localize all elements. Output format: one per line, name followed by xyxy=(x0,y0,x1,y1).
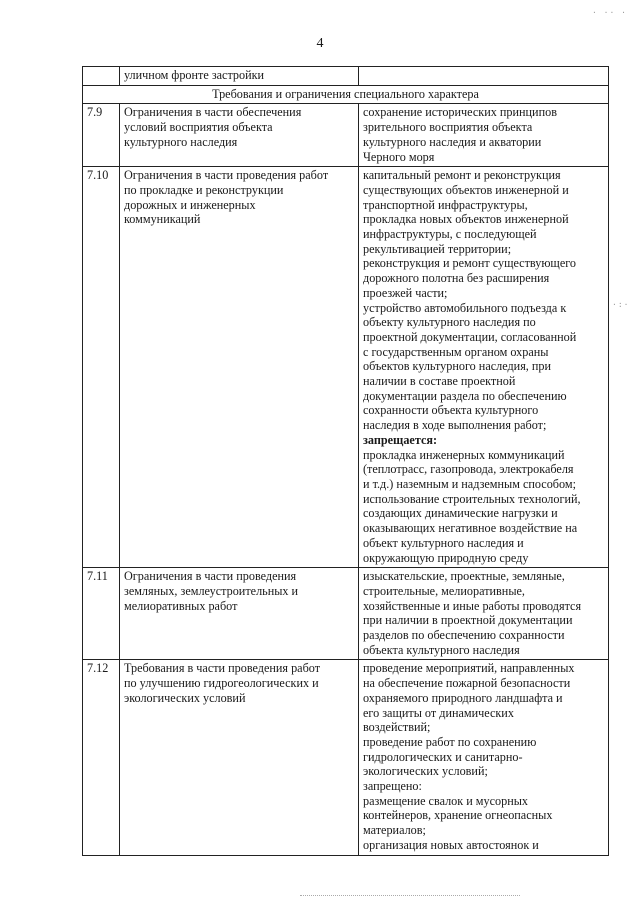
row-name xyxy=(120,167,359,568)
row-content-line: материалов; xyxy=(363,823,426,838)
row-content-line: размещение свалок и мусорных xyxy=(363,793,529,808)
page-number: 4 xyxy=(316,36,324,51)
row-content-line: капитальный ремонт и реконструкция xyxy=(363,168,561,183)
row-number: 7.9 xyxy=(83,104,120,167)
row-content-line: запрещено: xyxy=(363,779,422,794)
table-row xyxy=(83,167,609,568)
row-content-line: (теплотрасс, газопровода, электрокабеля xyxy=(363,462,574,477)
row-content-line: документации раздела по обеспечению xyxy=(363,388,567,403)
section-title: Требования и ограничения специального характера xyxy=(83,85,609,104)
row-content-line: охраняемого природного ландшафта и xyxy=(363,690,563,705)
table-row-top xyxy=(83,67,609,86)
row-content-line: строительные, мелиоративные, xyxy=(363,583,525,598)
row-content-line: контейнеров, хранение огнеопасных xyxy=(363,808,553,823)
row-content-line: наличии в составе проектной xyxy=(363,374,516,389)
table-row xyxy=(83,104,609,167)
row-content-line: существующих объектов инженерной и xyxy=(363,182,569,197)
scan-noise-top: · ·· · xyxy=(592,8,627,17)
row-content-line: зрительного восприятия объекта xyxy=(363,120,533,135)
row-content-line: проведение мероприятий, направленных xyxy=(363,661,575,676)
row-content-line: культурного наследия и акватории xyxy=(363,134,542,149)
row-content-line: объекта культурного наследия xyxy=(363,642,520,657)
row-content xyxy=(359,104,609,167)
row-name-line: экологических условий xyxy=(124,690,246,705)
row-content-line: сохранение исторических принципов xyxy=(363,105,557,120)
row-name: уличном фронте застройки xyxy=(120,67,359,86)
row-content-line: оказывающих негативное воздействие на xyxy=(363,521,578,536)
scan-noise-right: ·:· xyxy=(612,300,630,309)
row-content-line: прокладка новых объектов инженерной xyxy=(363,212,569,227)
row-name xyxy=(120,568,359,660)
row-content-line: прокладка инженерных коммуникаций xyxy=(363,447,565,462)
row-content-line: объекту культурного наследия по xyxy=(363,315,536,330)
row-content-line: объект культурного наследия и xyxy=(363,535,524,550)
row-content-line: на обеспечение пожарной безопасности xyxy=(363,676,571,691)
row-name-line: культурного наследия xyxy=(124,134,238,149)
row-content-line: использование строительных технологий, xyxy=(363,491,581,506)
row-content-line: при наличии в проектной документации xyxy=(363,613,573,628)
row-content-line: его защиты от динамических xyxy=(363,705,514,720)
row-content-line: реконструкция и ремонт существующего xyxy=(363,256,577,271)
row-content-line: устройство автомобильного подъезда к xyxy=(363,300,567,315)
row-content-line: разделов по обеспечению сохранности xyxy=(363,628,565,643)
row-content xyxy=(359,167,609,568)
row-content-line: дорожного полотна без расширения xyxy=(363,271,550,286)
row-content-line: проезжей части; xyxy=(363,285,448,300)
row-content-line: рекультивацией территории; xyxy=(363,241,512,256)
scan-noise-bottom xyxy=(300,895,520,900)
row-content-line: проектной документации, согласованной xyxy=(363,329,577,344)
row-name-line: дорожных и инженерных xyxy=(124,197,256,212)
row-content-line: изыскательские, проектные, земляные, xyxy=(363,569,565,584)
section-title-row xyxy=(83,85,609,104)
row-name-line: земляных, землеустроительных и xyxy=(124,583,299,598)
row-number: 7.10 xyxy=(83,167,120,568)
row-name-line: Ограничения в части обеспечения xyxy=(124,105,302,120)
row-name xyxy=(120,104,359,167)
row-name-line: условий восприятия объекта xyxy=(124,120,273,135)
row-content-line: хозяйственные и иные работы проводятся xyxy=(363,598,582,613)
row-content-line: гидрологических и санитарно- xyxy=(363,749,523,764)
row-name-line: Требования в части проведения работ xyxy=(124,661,321,676)
row-content xyxy=(359,568,609,660)
row-content-line: транспортной инфраструктуры, xyxy=(363,197,528,212)
row-number: 7.11 xyxy=(83,568,120,660)
row-content-line: окружающую природную среду xyxy=(363,550,529,565)
row-content xyxy=(359,67,609,86)
row-name-line: мелиоративных работ xyxy=(124,598,238,613)
row-name xyxy=(120,660,359,855)
row-content-line: воздействий; xyxy=(363,720,431,735)
table-row xyxy=(83,568,609,660)
row-number xyxy=(83,67,120,86)
row-name-line: по прокладке и реконструкции xyxy=(124,182,284,197)
row-name-line: Ограничения в части проведения xyxy=(124,569,297,584)
row-content-line: сохранности объекта культурного xyxy=(363,403,539,418)
row-content-line: организация новых автостоянок и xyxy=(363,837,539,852)
row-content-line: наследия в ходе выполнения работ; xyxy=(363,418,547,433)
row-content-line: проведение работ по сохранению xyxy=(363,734,537,749)
row-name-line: по улучшению гидрогеологических и xyxy=(124,676,319,691)
row-content-line: объектов культурного наследия, при xyxy=(363,359,552,374)
row-name-line: коммуникаций xyxy=(124,212,201,227)
row-content-line: и т.д.) наземным и надземным способом; xyxy=(363,476,576,491)
row-content-line: создающих динамические нагрузки и xyxy=(363,506,558,521)
row-content-line: экологических условий; xyxy=(363,764,488,779)
row-content-line: с государственным органом охраны xyxy=(363,344,549,359)
requirements-table xyxy=(82,66,609,856)
row-content xyxy=(359,660,609,855)
row-content-line: Черного моря xyxy=(363,149,435,164)
row-number: 7.12 xyxy=(83,660,120,855)
row-name-line: Ограничения в части проведения работ xyxy=(124,168,329,183)
row-content-line: инфраструктуры, с последующей xyxy=(363,227,537,242)
table-row xyxy=(83,660,609,855)
row-content-line: запрещается: xyxy=(363,432,438,447)
